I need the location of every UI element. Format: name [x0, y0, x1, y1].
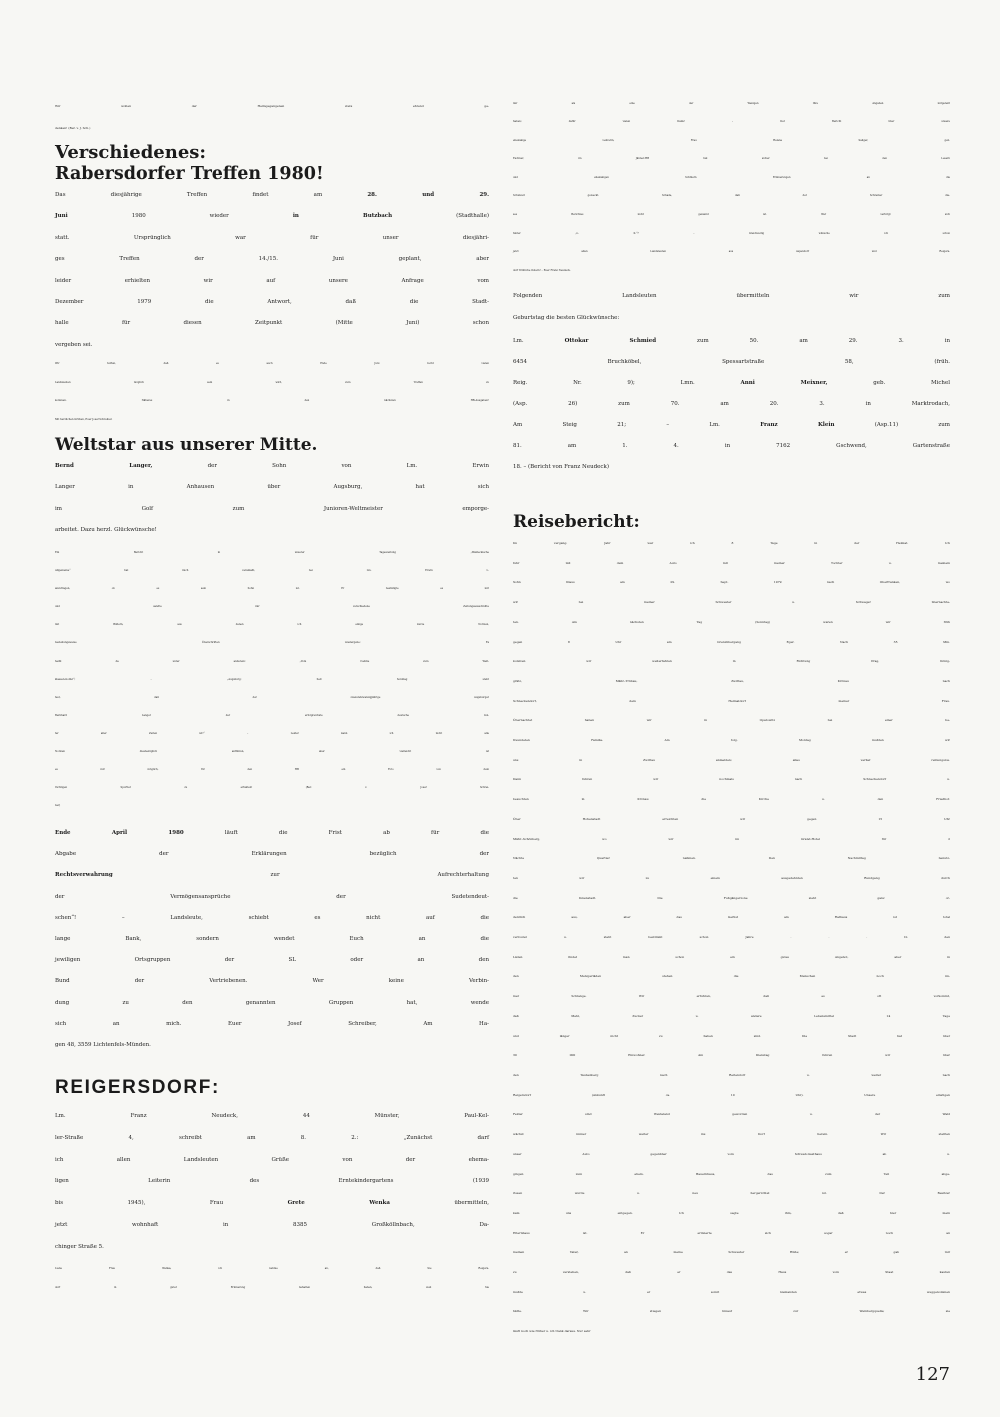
text-line: haben; dafür vielen Dank! – Der Bericht über unsere — [513, 120, 950, 124]
text-line: Mit herzlichen Grüßen, Euer Josef Schreiber. — [55, 418, 113, 422]
text-line: Bernhard Langer der erfolgreichste deutsche Gol- — [55, 713, 489, 717]
text-run: Reig. Nr. 9); Lmn. — [513, 379, 741, 386]
text-run: der Sohn von Lm. Erwin — [152, 463, 489, 469]
text-line: grätz, Mähr.-Trübau, Zwittau, Krönau nach — [513, 678, 950, 683]
text-line: Allgemeine“ hat mich veranlaßt, bei Lm. Erwin L. — [55, 569, 489, 573]
text-line: sich an mich. Euer Josef Schreiber, Am Ha- — [55, 1020, 489, 1027]
text-line: und ehemaligen Schülern Erinnerungen an die — [513, 175, 950, 179]
text-line — [55, 206, 489, 227]
text-line: Läden findet man schon ein gutes Angebot, aber in — [513, 954, 950, 959]
memorial-closing-paragraph — [55, 95, 489, 139]
text-line: Schneckendorf, dem Heimatdorf meiner Frau. — [513, 698, 950, 703]
meeting-announcement — [55, 185, 489, 356]
text-run: zum 50. am 29. 3. in — [656, 337, 950, 344]
text-line: ich allen Landsleuten Grüße von der ehema- — [55, 1156, 489, 1163]
text-line: ehemalige Lehrerin, Frau Helene Saliger, geb. — [513, 138, 950, 142]
bold-text-run: Rechtsverwahrung — [55, 872, 113, 879]
text-line: denken! (Ber. v. J. Sch.) — [55, 126, 91, 130]
text-line: Dann fuhren wir nochmals nach Schneckendorf u. — [513, 777, 950, 782]
text-line — [55, 185, 489, 206]
text-line — [513, 373, 950, 394]
text-line: ses Berichtes nicht genannt ist. Wer verbirgt sich — [513, 213, 950, 217]
text-line: wächst immer weiter ins Dorf herein. Wir stellten — [513, 1132, 950, 1137]
text-line: den Metzgerläden stehen die Menschen noch im- — [513, 974, 950, 979]
text-line: 6454 Bruchköbel, Spessartstraße 58, (früh. — [513, 358, 950, 365]
text-line: fer aller Zeiten ist!“ – Leider kann ich nicht alle — [55, 731, 489, 735]
text-run: zur Aufrechterhaltung — [112, 872, 489, 879]
text-line — [55, 456, 489, 477]
text-line: zu verstehen, daß er das Haus vom Staat kaufen — [513, 1270, 950, 1275]
text-line: und sandte mir verschiedene Zeitungsausschnitte — [55, 605, 489, 609]
text-line: uns in Zwittau anmelden; alles verlief reibungslos. — [513, 757, 950, 762]
text-line — [55, 865, 489, 886]
text-run: geb. Michel — [827, 379, 950, 386]
text-run: (Stadthalle) — [392, 213, 490, 220]
text-line: mit Bildern, aus denen ich einige kurze Notizen, — [55, 623, 489, 627]
text-line: Geburtstag die besten Glückwünsche: — [513, 314, 620, 321]
birthday-list — [513, 331, 950, 478]
text-line: beziehungsweise Überschriften wiedergebe: Es — [55, 641, 489, 645]
bold-text-run: Franz Klein — [760, 421, 835, 428]
text-line: fuhr mit dem Auto mit meiner Tochter u. meinem — [513, 560, 950, 565]
text-line: Nächte Quartier nahmen. Den Nachmittag benutz- — [513, 856, 950, 861]
meeting-note — [55, 355, 489, 430]
text-line: klassen-Golfer“; – „Augsburg: Seit Sonntag steht — [55, 677, 489, 681]
text-line: 18. – (Bericht von Franz Neudeck) — [513, 463, 609, 470]
text-line: Reigersdorf (Ankunft ca. 10 Uhr). Unsere einstigen — [513, 1092, 950, 1097]
page-number: 127 — [915, 1364, 950, 1385]
text-line: Notizen diesbezüglich anführen, aber vielleicht ist — [55, 750, 489, 754]
text-line: Wir wollen der Heimgegangenen stets ehrend ge- — [55, 104, 489, 108]
text-run: Am Steig 21; – Lm. — [513, 421, 761, 428]
text-line: tüchtigen Sportler zu erhalten! (Ber. v. Josef Schrei- — [55, 786, 489, 790]
text-line: Sohn Klaus am 29. Sept. 1979 nach Oberfranken, wo — [513, 580, 950, 585]
text-line: Liebe Frau Wenka, ich nehme an, daß Sie Reigers- — [55, 1266, 489, 1270]
text-line: mußte u. er somit niemanden etwas weggenommen — [513, 1289, 950, 1294]
text-line: es mir möglich, für den HB ein Foto von dem — [55, 768, 489, 772]
text-line: verrostet u. steht bestimmt schon Jahre . . . In den — [513, 935, 950, 940]
text-line: dentlich aus, aber das Gerüst am Rathaus ist total — [513, 915, 950, 920]
text-line — [513, 331, 950, 352]
text-line: hätte. Wir stiegen hinauf zur Weinbergquelle; sie — [513, 1309, 950, 1314]
text-line: und länger nicht zu haben sind. Die Stadt hat über — [513, 1033, 950, 1038]
text-run: Das diesjährige Treffen findet am — [55, 192, 368, 198]
text-line: vergeben sei. — [55, 341, 93, 348]
text-line: Ein Bericht in unserer Tageszeitung „Waldeckische — [55, 551, 489, 554]
text-line: 30 000 Einwohner. Am Dienstag fuhren wir über — [513, 1053, 950, 1058]
text-line: dorf fröhliche Ostern! – Euer Franz Neudeck. — [513, 268, 571, 272]
text-run: bis 1945), Frau — [55, 1200, 288, 1207]
text-line: ges Treffen der 14./15. Juni geplant, aber — [55, 256, 489, 263]
text-line: ligen Leiterin des Erntekindergartens (1939 — [55, 1178, 489, 1185]
text-line: daß Mehl, Zucker u. andere Lebensmittel 14 Tage — [513, 1013, 950, 1018]
birthday-intro — [513, 286, 950, 329]
text-line: leider erhielten wir auf unsere Anfrage vom — [55, 277, 489, 284]
text-line: Über Hohenstadt erreichten wir gegen 15 Uhr — [513, 816, 950, 821]
bold-text-run: Ende April 1980 — [55, 830, 184, 836]
text-line: jewiligen Ortsgruppen der SL oder an den — [55, 957, 489, 964]
worldstar-report — [55, 544, 489, 815]
text-line: freundeten Familie. Am folg. Montag mußten wir — [513, 738, 950, 743]
text-line: gingen zum ehem. Bauernhaus, das zum Teil abge- — [513, 1171, 950, 1176]
text-line: läuft noch wie früher u. ich trank daraus. Nur sehr — [513, 1329, 591, 1334]
article-heading-reisebericht: Reisebericht: — [513, 512, 640, 532]
text-line: meinen Vater, an meine Schwester Hilde; er gab mir — [513, 1250, 950, 1255]
deadline-notice — [55, 823, 489, 1056]
text-line: statt. Ursprünglich war für unser diesjähri- — [55, 234, 489, 241]
text-line: ler-Straße 4, schreibt am 8. 2.: „Zunächst darf — [55, 1134, 489, 1141]
text-line: ten wir zu einem ausgedehnten Rundgang durch — [513, 875, 950, 880]
text-run: übermitteln, — [389, 1200, 489, 1207]
text-line: jetzt allen Landsleuten aus Aspendorf und Reigers- — [513, 250, 950, 254]
reigersdorf-letter — [55, 1106, 489, 1259]
text-line: dung zu den genannten Gruppen hat, wende — [55, 999, 489, 1006]
letter-continuation — [513, 95, 950, 281]
article-heading-weltstar: Weltstar aus unserer Mitte. — [55, 435, 318, 455]
text-line: Landsleuten möglich sein wird, zum Treffen zu — [55, 380, 489, 384]
text-line: arbeitet. Dazu herzl. Glückwünsche! — [55, 527, 157, 534]
bold-text-run: Anni Meixner, — [740, 379, 828, 386]
text-line: Felder sind Weideland geworden u. der Wald — [513, 1112, 950, 1117]
text-line: jetzt wohnhaft in 8385 Großköllnbach, Da- — [55, 1221, 489, 1228]
text-line: unser Auto gegenüber vom Schwab-Gasthaus ab u. — [513, 1151, 950, 1156]
text-line: ten. Am nächsten Tag (Sonntag) waren wir früh — [513, 619, 950, 624]
text-line: Langer in Anhausen über Augsburg, hat sich — [55, 484, 489, 491]
bold-text-run: 28. und 29. — [367, 192, 490, 198]
text-line: Wir hoffen, daß es auch Ende Juni recht vielen — [55, 362, 489, 365]
text-line: fest, daß der zweiundzwanzigjährige Augsburger — [55, 695, 489, 699]
text-line: lange Bank, sondern wendet Euch an die — [55, 936, 489, 943]
text-line: hinter „L. K.“? – Gleichzeitig wünsche ich schon — [513, 231, 950, 235]
bold-text-run: in Butzbach — [292, 213, 393, 220]
text-line — [55, 823, 489, 844]
text-line: konnten wir weiterfahren in Richtung Prag, König- — [513, 659, 950, 664]
text-line: mir als eine der Wenigen Ihre Angaben mitgeteilt — [513, 101, 950, 105]
text-line: kam uns entgegen. Ich sagte ihm, daß hier mein — [513, 1210, 950, 1215]
text-line: halle für diesen Zeitpunkt (Mitte Juni) schon — [55, 320, 489, 327]
text-line — [55, 1193, 489, 1215]
bold-text-run: Ottokar Schmied — [564, 337, 657, 344]
text-line: gen 48, 3559 Lichtenfels-Münden. — [55, 1042, 151, 1049]
article-heading-treffen: Rabersdorfer Treffen 1980! — [55, 164, 324, 184]
text-line: chinger Straße 5. — [55, 1243, 104, 1250]
text-line: wir bei meiner Schwester u. Schwager übernachte- — [513, 600, 950, 605]
text-line: im Golf zum Junioren-Weltmeister emporge- — [55, 505, 489, 512]
text-line: dorf in guter Erinnerung behalten haben, weil Sie — [55, 1285, 489, 1289]
text-run: 1980 wieder — [67, 213, 293, 220]
text-run: (Asp.11) zum — [834, 421, 951, 428]
text-line: kommen. Näheres in den nächsten HB-Ausgaben! — [55, 399, 489, 403]
reigersdorf-letter-continued — [55, 1259, 489, 1297]
text-line: der Vermögensansprüche der Sudetendeut- — [55, 893, 489, 900]
text-line: rissen wurde u. neu hergerichtet ist. Der Besitzer — [513, 1191, 950, 1196]
section-heading-reigersdorf: REIGERSDORF: — [55, 1077, 220, 1098]
text-line: heißt da unter anderem: „Vom Caddie zum Welt- — [55, 659, 489, 663]
text-line: besuchten in Krönau die Kirche u. den Friedhof. — [513, 797, 950, 802]
travel-report — [513, 534, 950, 1342]
text-line: Übernachtet haben wir in Opatowitz bei einer be- — [513, 718, 950, 723]
text-line: Schulzeit geweckt. Schade, daß der Schreiber die- — [513, 194, 950, 198]
text-line: anzufragen, ob es sein Sohn ist. Er bestätigte es mir — [55, 587, 489, 591]
text-line — [513, 415, 950, 436]
text-line: Mähr.-Schönberg, wo wir im Grand-Hotel für 2 — [513, 836, 950, 841]
text-line: schen“! – Landsleute, schiebt es nicht auf die — [55, 914, 489, 921]
text-line: Abgabe der Erklärungen bezüglich der — [55, 851, 489, 858]
text-line: Bund der Vertriebenen. Wer keine Verbin- — [55, 978, 489, 985]
bold-text-run: Grete Wenka — [287, 1200, 390, 1207]
text-line: Eschner, im Jänner-HB hat sicher bei den Lesern — [513, 157, 950, 161]
section-heading-verschiedenes: Verschiedenes: — [55, 142, 207, 163]
text-run: Lm. — [513, 337, 565, 344]
bold-text-run: Bernd Langer, — [55, 463, 153, 469]
text-line: Im vergang. Jahr war ich 8 Tage in der Heimat. Ich — [513, 541, 950, 545]
text-line: 81. am 1. 4. in 7162 Gschwend, Gartenstraße — [513, 442, 950, 449]
text-line: mer Schlange. Wir erfuhren, daß es oft vorkommt, — [513, 994, 950, 999]
text-line: Lm. Franz Neudeck, 44 Münster, Paul-Kel- — [55, 1113, 489, 1119]
text-run: läuft die Frist ab für die — [183, 830, 489, 836]
text-line: die Innenstadt. Die Fußgängerzone sieht ganz or- — [513, 895, 950, 900]
text-line: ber) — [55, 804, 61, 808]
text-line: Dezember 1979 die Antwort, daß die Stadt- — [55, 299, 489, 306]
text-line: Folgenden Landsleuten übermitteln wir zum — [513, 293, 950, 299]
text-line: Elternhaus ist. Er erinnerte sich sogar noch an — [513, 1230, 950, 1235]
worldstar-intro — [55, 456, 489, 542]
text-line: den Taubenberg nach Reitendorf u. weiter nach — [513, 1072, 950, 1077]
text-line: gegen 8 Uhr am Grenzübergang Eger. Nach 35 Min. — [513, 639, 950, 644]
text-line: (Asp. 26) zum 70. am 20. 3. in Marktrodach, — [513, 400, 950, 407]
bold-text-run: Juni — [55, 213, 68, 220]
